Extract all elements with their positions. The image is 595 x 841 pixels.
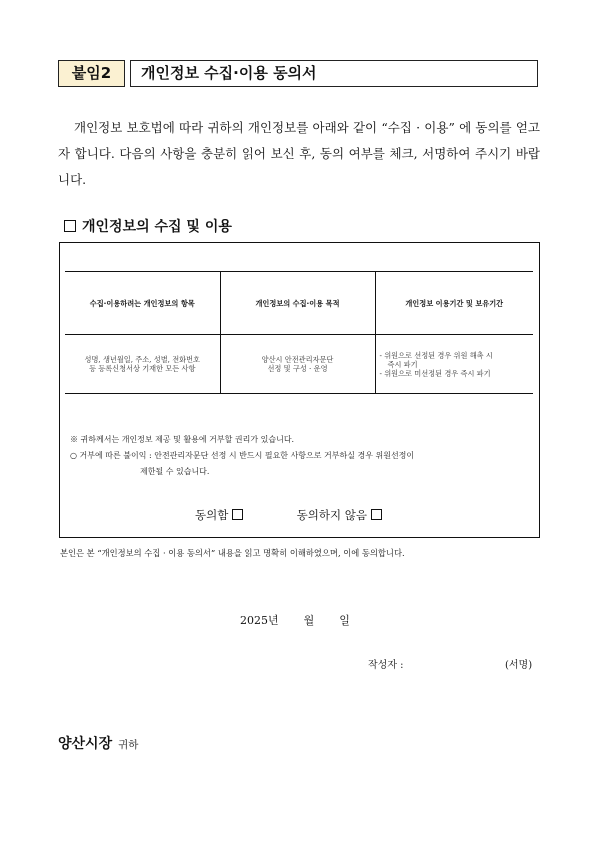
disagree-checkbox[interactable] (371, 509, 382, 520)
signature-label: (서명) (505, 660, 533, 671)
table-cell-period (375, 335, 533, 394)
table-header-purpose: 개인정보의 수집·이용 목적 (220, 272, 375, 335)
intro-paragraph: 개인정보 보호법에 따라 귀하의 개인정보를 아래와 같이 “수집 · 이용” 에 동의를 얻고자 합니다. 다음의 사항을 충분히 읽어 보신 후, 동의 여부를 체크, 서명하여 주시기 바랍니다. (58, 120, 540, 187)
table-cell-items (65, 335, 220, 394)
checkbox-icon (64, 220, 76, 232)
confirmation-text: 본인은 본 “개인정보의 수집 · 이용 동의서” 내용을 읽고 명확히 이해하였으며, 이에 동의합니다. (60, 548, 405, 558)
document-title: 개인정보 수집·이용 동의서 (130, 60, 538, 87)
recipient-name: 양산시장 (58, 736, 113, 752)
writer-label: 작성자 : (368, 660, 404, 671)
attachment-tag: 붙임2 (58, 60, 125, 87)
consent-options (195, 507, 382, 523)
section-heading (64, 216, 232, 236)
table-row (65, 335, 533, 394)
table-header-items: 수집·이용하려는 개인정보의 항목 (65, 272, 220, 335)
period-line: 즉시 파기 (387, 359, 418, 369)
notice-right-to-refuse: ※ 귀하께서는 개인정보 제공 및 활용에 거부할 권리가 있습니다. (70, 435, 295, 444)
collection-table (65, 271, 533, 394)
recipient (58, 733, 138, 753)
date-line (240, 612, 350, 628)
period-line: - 위원으로 선정된 경우 위원 해촉 시 (379, 350, 493, 360)
period-line: - 위원으로 미선정된 경우 즉시 파기 (379, 368, 491, 378)
items-line: 등 등록신청서상 기재한 모든 사항 (89, 364, 196, 373)
table-cell-purpose (220, 335, 375, 394)
notice-disadvantage: ○ 거부에 따른 불이익 : 안전관리자문단 선정 시 반드시 필요한 사항으로 거부하실 경우 위원선정이 (70, 451, 415, 460)
items-line: 성명, 생년월일, 주소, 성별, 전화번호 (84, 355, 200, 364)
notice-block (70, 432, 538, 480)
notice-disadvantage-cont: 제한될 수 있습니다. (140, 467, 210, 476)
agree-label: 동의함 (195, 508, 229, 522)
table-header-row (65, 272, 533, 335)
disagree-label: 동의하지 않음 (296, 508, 367, 522)
date-year: 2025년 (240, 614, 279, 627)
date-month: 월 (303, 614, 315, 627)
agree-checkbox[interactable] (232, 509, 243, 520)
recipient-suffix: 귀하 (118, 739, 139, 751)
purpose-line: 양산시 안전관리자문단 (261, 355, 334, 364)
date-day: 일 (339, 614, 350, 627)
purpose-line: 선정 및 구성 · 운영 (267, 364, 328, 373)
section-heading-text: 개인정보의 수집 및 이용 (82, 219, 232, 235)
table-header-period: 개인정보 이용기간 및 보유기간 (375, 272, 533, 335)
